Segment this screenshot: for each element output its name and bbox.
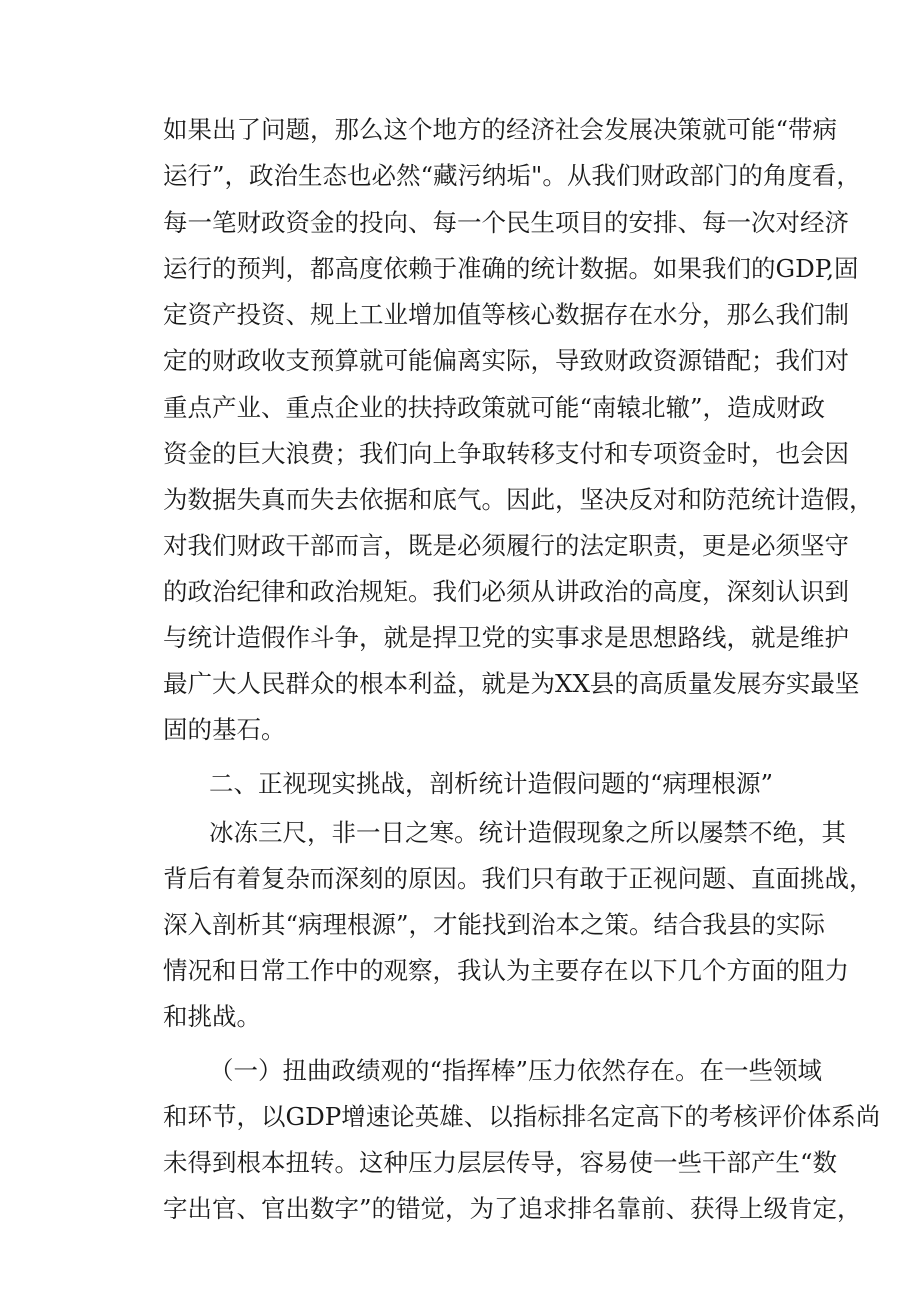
paragraph-1-line-8: 资金的巨大浪费；我们向上争取转移支付和专项资金时，也会因	[163, 439, 849, 468]
paragraph-1-line-13: 最广大人民群众的根本利益，就是为XX县的高质量发展夯实最坚	[163, 669, 860, 698]
paragraph-1-line-5: 定资产投资、规上工业增加值等核心数据存在水分，那么我们制	[163, 300, 849, 329]
section-heading-2: 二、正视现实挑战，剖析统计造假问题的“病理根源”	[209, 769, 774, 798]
paragraph-3-line-4: 字出官、官出数字”的错觉，为了追求排名靠前、获得上级肯定，	[163, 1194, 862, 1223]
paragraph-3-line-3: 未得到根本扭转。这种压力层层传导，容易使一些干部产生“数	[163, 1148, 838, 1177]
paragraph-1-line-10: 对我们财政干部而言，既是必须履行的法定职责，更是必须坚守	[163, 531, 849, 560]
paragraph-1-line-7: 重点产业、重点企业的扶持政策就可能“南辕北辙”，造成财政	[163, 393, 826, 422]
paragraph-1-line-2: 运行”，政治生态也必然“藏污纳垢"。从我们财政部门的角度看，	[163, 161, 861, 190]
paragraph-1-line-9: 为数据失真而失去依据和底气。因此，坚决反对和防范统计造假，	[163, 485, 874, 514]
paragraph-1-line-12: 与统计造假作斗争，就是捍卫党的实事求是思想路线，就是维护	[163, 623, 849, 652]
paragraph-2-line-1: 冰冻三尺，非一日之寒。统计造假现象之所以屡禁不绝，其	[209, 818, 846, 847]
paragraph-1-line-3: 每一笔财政资金的投向、每一个民生项目的安排、每一次对经济	[163, 208, 849, 237]
paragraph-3-line-1: （一）扭曲政绩观的“指挥棒”压力依然存在。在一些领域	[209, 1056, 823, 1085]
paragraph-2-line-4: 情况和日常工作中的观察，我认为主要存在以下几个方面的阻力	[163, 956, 849, 985]
paragraph-2-line-5: 和挑战。	[163, 1002, 261, 1031]
paragraph-2-line-2: 背后有着复杂而深刻的原因。我们只有敢于正视问题、直面挑战，	[163, 864, 874, 893]
paragraph-1-line-4: 运行的预判，都高度依赖于准确的统计数据。如果我们的GDP,固	[163, 254, 859, 283]
paragraph-1-line-14: 固的基石。	[163, 715, 286, 744]
paragraph-2-line-3: 深入剖析其“病理根源”，才能找到治本之策。结合我县的实际	[163, 910, 826, 939]
paragraph-3-line-2: 和环节，以GDP增速论英雄、以指标排名定高下的考核评价体系尚	[163, 1102, 881, 1131]
paragraph-1-line-1: 如果出了问题，那么这个地方的经济社会发展决策就可能“带病	[163, 115, 838, 144]
paragraph-1-line-11: 的政治纪律和政治规矩。我们必须从讲政治的高度，深刻认识到	[163, 577, 849, 606]
paragraph-1-line-6: 定的财政收支预算就可能偏离实际，导致财政资源错配；我们对	[163, 346, 849, 375]
